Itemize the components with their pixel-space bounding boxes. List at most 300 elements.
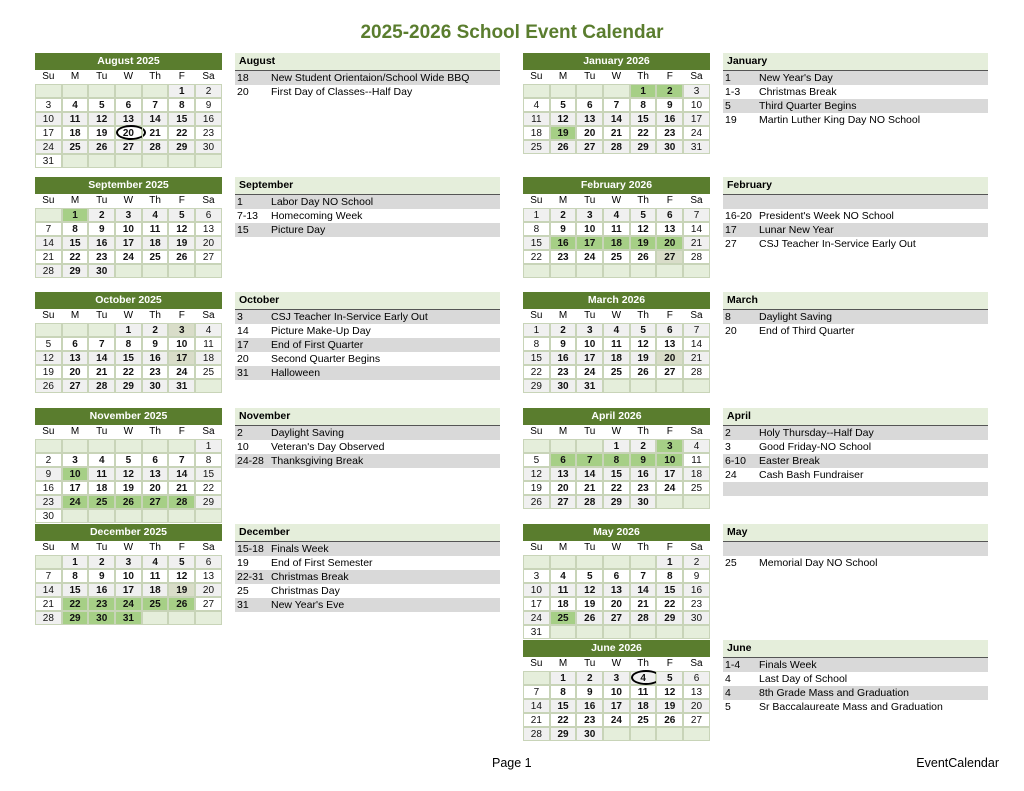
day-cell[interactable]: 22 bbox=[62, 597, 89, 611]
day-cell[interactable]: 3 bbox=[115, 555, 142, 569]
day-cell[interactable]: 9 bbox=[35, 467, 62, 481]
day-cell[interactable]: 12 bbox=[523, 467, 550, 481]
day-cell[interactable]: 20 bbox=[656, 236, 683, 250]
day-cell[interactable]: 1 bbox=[195, 439, 222, 453]
day-cell[interactable]: 4 bbox=[523, 98, 550, 112]
day-cell[interactable]: 25 bbox=[142, 597, 169, 611]
day-cell[interactable]: 17 bbox=[168, 351, 195, 365]
day-cell[interactable]: 24 bbox=[683, 126, 710, 140]
day-cell[interactable]: 8 bbox=[603, 453, 630, 467]
day-cell[interactable]: 5 bbox=[630, 323, 657, 337]
day-cell[interactable]: 14 bbox=[630, 583, 657, 597]
day-cell[interactable]: 6 bbox=[656, 323, 683, 337]
day-cell[interactable]: 17 bbox=[656, 467, 683, 481]
day-cell[interactable]: 6 bbox=[195, 208, 222, 222]
day-cell[interactable]: 30 bbox=[142, 379, 169, 393]
day-cell[interactable]: 5 bbox=[630, 208, 657, 222]
day-cell[interactable]: 25 bbox=[603, 250, 630, 264]
day-cell[interactable]: 1 bbox=[115, 323, 142, 337]
day-cell[interactable]: 9 bbox=[683, 569, 710, 583]
day-cell[interactable]: 5 bbox=[523, 453, 550, 467]
day-cell[interactable]: 29 bbox=[195, 495, 222, 509]
day-cell[interactable]: 24 bbox=[62, 495, 89, 509]
day-cell[interactable]: 18 bbox=[603, 236, 630, 250]
day-cell[interactable]: 16 bbox=[550, 351, 577, 365]
day-cell[interactable]: 12 bbox=[630, 222, 657, 236]
day-cell[interactable]: 4 bbox=[603, 208, 630, 222]
day-cell[interactable]: 11 bbox=[88, 467, 115, 481]
day-cell[interactable]: 19 bbox=[88, 126, 115, 140]
day-cell[interactable]: 10 bbox=[168, 337, 195, 351]
day-cell[interactable]: 7 bbox=[142, 98, 169, 112]
day-cell[interactable]: 31 bbox=[115, 611, 142, 625]
day-cell[interactable]: 22 bbox=[115, 365, 142, 379]
day-cell[interactable]: 20 bbox=[195, 236, 222, 250]
day-cell[interactable]: 7 bbox=[168, 453, 195, 467]
day-cell[interactable]: 2 bbox=[656, 84, 683, 98]
day-cell[interactable]: 12 bbox=[35, 351, 62, 365]
day-cell[interactable]: 16 bbox=[195, 112, 222, 126]
day-cell[interactable]: 27 bbox=[656, 250, 683, 264]
day-cell[interactable]: 14 bbox=[523, 699, 550, 713]
day-cell[interactable]: 17 bbox=[603, 699, 630, 713]
day-cell[interactable]: 21 bbox=[142, 126, 169, 140]
day-cell[interactable]: 22 bbox=[603, 481, 630, 495]
day-cell[interactable]: 20 bbox=[115, 126, 142, 140]
day-cell[interactable]: 26 bbox=[576, 611, 603, 625]
day-cell[interactable]: 22 bbox=[195, 481, 222, 495]
day-cell[interactable]: 2 bbox=[195, 84, 222, 98]
day-cell[interactable]: 6 bbox=[550, 453, 577, 467]
day-cell[interactable]: 20 bbox=[683, 699, 710, 713]
day-cell[interactable]: 6 bbox=[195, 555, 222, 569]
day-cell[interactable]: 29 bbox=[168, 140, 195, 154]
day-cell[interactable]: 12 bbox=[168, 222, 195, 236]
day-cell[interactable]: 26 bbox=[115, 495, 142, 509]
day-cell[interactable]: 4 bbox=[630, 671, 657, 685]
day-cell[interactable]: 2 bbox=[35, 453, 62, 467]
day-cell[interactable]: 8 bbox=[62, 222, 89, 236]
day-cell[interactable]: 7 bbox=[683, 208, 710, 222]
day-cell[interactable]: 31 bbox=[576, 379, 603, 393]
day-cell[interactable]: 28 bbox=[142, 140, 169, 154]
day-cell[interactable]: 12 bbox=[115, 467, 142, 481]
day-cell[interactable]: 6 bbox=[142, 453, 169, 467]
day-cell[interactable]: 10 bbox=[603, 685, 630, 699]
day-cell[interactable]: 1 bbox=[168, 84, 195, 98]
day-cell[interactable]: 22 bbox=[523, 250, 550, 264]
day-cell[interactable]: 11 bbox=[142, 569, 169, 583]
day-cell[interactable]: 17 bbox=[576, 351, 603, 365]
day-cell[interactable]: 21 bbox=[683, 351, 710, 365]
day-cell[interactable]: 28 bbox=[630, 611, 657, 625]
day-cell[interactable]: 17 bbox=[576, 236, 603, 250]
day-cell[interactable]: 23 bbox=[683, 597, 710, 611]
day-cell[interactable]: 22 bbox=[656, 597, 683, 611]
day-cell[interactable]: 25 bbox=[142, 250, 169, 264]
day-cell[interactable]: 13 bbox=[550, 467, 577, 481]
day-cell[interactable]: 14 bbox=[35, 583, 62, 597]
day-cell[interactable]: 9 bbox=[576, 685, 603, 699]
day-cell[interactable]: 30 bbox=[88, 611, 115, 625]
day-cell[interactable]: 21 bbox=[35, 250, 62, 264]
day-cell[interactable]: 5 bbox=[35, 337, 62, 351]
day-cell[interactable]: 9 bbox=[656, 98, 683, 112]
day-cell[interactable]: 22 bbox=[630, 126, 657, 140]
day-cell[interactable]: 4 bbox=[683, 439, 710, 453]
day-cell[interactable]: 26 bbox=[88, 140, 115, 154]
day-cell[interactable]: 2 bbox=[550, 323, 577, 337]
day-cell[interactable]: 10 bbox=[115, 569, 142, 583]
day-cell[interactable]: 14 bbox=[88, 351, 115, 365]
day-cell[interactable]: 28 bbox=[88, 379, 115, 393]
day-cell[interactable]: 25 bbox=[603, 365, 630, 379]
day-cell[interactable]: 21 bbox=[683, 236, 710, 250]
day-cell[interactable]: 2 bbox=[683, 555, 710, 569]
day-cell[interactable]: 10 bbox=[35, 112, 62, 126]
day-cell[interactable]: 27 bbox=[550, 495, 577, 509]
day-cell[interactable]: 1 bbox=[62, 555, 89, 569]
day-cell[interactable]: 25 bbox=[523, 140, 550, 154]
day-cell[interactable]: 14 bbox=[35, 236, 62, 250]
day-cell[interactable]: 11 bbox=[603, 337, 630, 351]
day-cell[interactable]: 1 bbox=[550, 671, 577, 685]
day-cell[interactable]: 29 bbox=[603, 495, 630, 509]
day-cell[interactable]: 9 bbox=[88, 569, 115, 583]
day-cell[interactable]: 5 bbox=[656, 671, 683, 685]
day-cell[interactable]: 3 bbox=[683, 84, 710, 98]
day-cell[interactable]: 12 bbox=[630, 337, 657, 351]
day-cell[interactable]: 30 bbox=[683, 611, 710, 625]
day-cell[interactable]: 21 bbox=[88, 365, 115, 379]
day-cell[interactable]: 20 bbox=[550, 481, 577, 495]
day-cell[interactable]: 14 bbox=[683, 222, 710, 236]
day-cell[interactable]: 19 bbox=[168, 583, 195, 597]
day-cell[interactable]: 3 bbox=[35, 98, 62, 112]
day-cell[interactable]: 31 bbox=[168, 379, 195, 393]
day-cell[interactable]: 29 bbox=[550, 727, 577, 741]
day-cell[interactable]: 8 bbox=[523, 222, 550, 236]
day-cell[interactable]: 15 bbox=[62, 583, 89, 597]
day-cell[interactable]: 18 bbox=[683, 467, 710, 481]
day-cell[interactable]: 13 bbox=[115, 112, 142, 126]
day-cell[interactable]: 18 bbox=[62, 126, 89, 140]
day-cell[interactable]: 13 bbox=[62, 351, 89, 365]
day-cell[interactable]: 21 bbox=[35, 597, 62, 611]
day-cell[interactable]: 9 bbox=[88, 222, 115, 236]
day-cell[interactable]: 15 bbox=[168, 112, 195, 126]
day-cell[interactable]: 16 bbox=[88, 583, 115, 597]
day-cell[interactable]: 13 bbox=[195, 569, 222, 583]
day-cell[interactable]: 8 bbox=[62, 569, 89, 583]
day-cell[interactable]: 16 bbox=[576, 699, 603, 713]
day-cell[interactable]: 5 bbox=[168, 208, 195, 222]
day-cell[interactable]: 6 bbox=[62, 337, 89, 351]
day-cell[interactable]: 22 bbox=[168, 126, 195, 140]
day-cell[interactable]: 25 bbox=[683, 481, 710, 495]
day-cell[interactable]: 9 bbox=[550, 337, 577, 351]
day-cell[interactable]: 15 bbox=[603, 467, 630, 481]
day-cell[interactable]: 10 bbox=[576, 337, 603, 351]
day-cell[interactable]: 18 bbox=[523, 126, 550, 140]
day-cell[interactable]: 27 bbox=[576, 140, 603, 154]
day-cell[interactable]: 20 bbox=[62, 365, 89, 379]
day-cell[interactable]: 23 bbox=[195, 126, 222, 140]
day-cell[interactable]: 3 bbox=[576, 208, 603, 222]
day-cell[interactable]: 9 bbox=[550, 222, 577, 236]
day-cell[interactable]: 7 bbox=[603, 98, 630, 112]
day-cell[interactable]: 15 bbox=[523, 236, 550, 250]
day-cell[interactable]: 26 bbox=[168, 250, 195, 264]
day-cell[interactable]: 28 bbox=[35, 611, 62, 625]
day-cell[interactable]: 16 bbox=[656, 112, 683, 126]
day-cell[interactable]: 8 bbox=[630, 98, 657, 112]
day-cell[interactable]: 13 bbox=[656, 222, 683, 236]
day-cell[interactable]: 26 bbox=[630, 365, 657, 379]
day-cell[interactable]: 15 bbox=[523, 351, 550, 365]
day-cell[interactable]: 4 bbox=[195, 323, 222, 337]
day-cell[interactable]: 31 bbox=[523, 625, 550, 639]
day-cell[interactable]: 18 bbox=[550, 597, 577, 611]
day-cell[interactable]: 18 bbox=[195, 351, 222, 365]
day-cell[interactable]: 20 bbox=[576, 126, 603, 140]
day-cell[interactable]: 18 bbox=[88, 481, 115, 495]
day-cell[interactable]: 15 bbox=[550, 699, 577, 713]
day-cell[interactable]: 27 bbox=[656, 365, 683, 379]
day-cell[interactable]: 7 bbox=[35, 569, 62, 583]
day-cell[interactable]: 23 bbox=[630, 481, 657, 495]
day-cell[interactable]: 19 bbox=[630, 236, 657, 250]
day-cell[interactable]: 13 bbox=[683, 685, 710, 699]
day-cell[interactable]: 19 bbox=[656, 699, 683, 713]
day-cell[interactable]: 17 bbox=[683, 112, 710, 126]
day-cell[interactable]: 23 bbox=[142, 365, 169, 379]
day-cell[interactable]: 21 bbox=[630, 597, 657, 611]
day-cell[interactable]: 24 bbox=[523, 611, 550, 625]
day-cell[interactable]: 22 bbox=[550, 713, 577, 727]
day-cell[interactable]: 24 bbox=[656, 481, 683, 495]
day-cell[interactable]: 31 bbox=[683, 140, 710, 154]
day-cell[interactable]: 23 bbox=[88, 250, 115, 264]
day-cell[interactable]: 30 bbox=[88, 264, 115, 278]
day-cell[interactable]: 25 bbox=[550, 611, 577, 625]
day-cell[interactable]: 26 bbox=[656, 713, 683, 727]
day-cell[interactable]: 3 bbox=[115, 208, 142, 222]
day-cell[interactable]: 2 bbox=[576, 671, 603, 685]
day-cell[interactable]: 18 bbox=[142, 583, 169, 597]
day-cell[interactable]: 2 bbox=[142, 323, 169, 337]
day-cell[interactable]: 28 bbox=[168, 495, 195, 509]
day-cell[interactable]: 19 bbox=[168, 236, 195, 250]
day-cell[interactable]: 4 bbox=[550, 569, 577, 583]
day-cell[interactable]: 24 bbox=[576, 365, 603, 379]
day-cell[interactable]: 26 bbox=[523, 495, 550, 509]
day-cell[interactable]: 1 bbox=[603, 439, 630, 453]
day-cell[interactable]: 17 bbox=[35, 126, 62, 140]
day-cell[interactable]: 6 bbox=[576, 98, 603, 112]
day-cell[interactable]: 4 bbox=[88, 453, 115, 467]
day-cell[interactable]: 4 bbox=[62, 98, 89, 112]
day-cell[interactable]: 3 bbox=[523, 569, 550, 583]
day-cell[interactable]: 13 bbox=[603, 583, 630, 597]
day-cell[interactable]: 5 bbox=[115, 453, 142, 467]
day-cell[interactable]: 11 bbox=[603, 222, 630, 236]
day-cell[interactable]: 14 bbox=[142, 112, 169, 126]
day-cell[interactable]: 7 bbox=[630, 569, 657, 583]
day-cell[interactable]: 7 bbox=[683, 323, 710, 337]
day-cell[interactable]: 5 bbox=[168, 555, 195, 569]
day-cell[interactable]: 30 bbox=[35, 509, 62, 523]
day-cell[interactable]: 3 bbox=[603, 671, 630, 685]
day-cell[interactable]: 26 bbox=[35, 379, 62, 393]
day-cell[interactable]: 27 bbox=[195, 250, 222, 264]
day-cell[interactable]: 8 bbox=[115, 337, 142, 351]
day-cell[interactable]: 10 bbox=[115, 222, 142, 236]
day-cell[interactable]: 3 bbox=[168, 323, 195, 337]
day-cell[interactable]: 8 bbox=[550, 685, 577, 699]
day-cell[interactable]: 23 bbox=[656, 126, 683, 140]
day-cell[interactable]: 9 bbox=[142, 337, 169, 351]
day-cell[interactable]: 25 bbox=[62, 140, 89, 154]
day-cell[interactable]: 21 bbox=[576, 481, 603, 495]
day-cell[interactable]: 20 bbox=[656, 351, 683, 365]
day-cell[interactable]: 1 bbox=[523, 323, 550, 337]
day-cell[interactable]: 4 bbox=[142, 555, 169, 569]
day-cell[interactable]: 28 bbox=[523, 727, 550, 741]
day-cell[interactable]: 18 bbox=[142, 236, 169, 250]
day-cell[interactable]: 19 bbox=[576, 597, 603, 611]
day-cell[interactable]: 13 bbox=[576, 112, 603, 126]
day-cell[interactable]: 10 bbox=[683, 98, 710, 112]
day-cell[interactable]: 30 bbox=[195, 140, 222, 154]
day-cell[interactable]: 3 bbox=[62, 453, 89, 467]
day-cell[interactable]: 29 bbox=[62, 264, 89, 278]
day-cell[interactable]: 18 bbox=[630, 699, 657, 713]
day-cell[interactable]: 26 bbox=[168, 597, 195, 611]
day-cell[interactable]: 21 bbox=[168, 481, 195, 495]
day-cell[interactable]: 27 bbox=[62, 379, 89, 393]
day-cell[interactable]: 15 bbox=[62, 236, 89, 250]
day-cell[interactable]: 17 bbox=[62, 481, 89, 495]
day-cell[interactable]: 7 bbox=[35, 222, 62, 236]
day-cell[interactable]: 25 bbox=[88, 495, 115, 509]
day-cell[interactable]: 6 bbox=[115, 98, 142, 112]
day-cell[interactable]: 23 bbox=[576, 713, 603, 727]
day-cell[interactable]: 6 bbox=[603, 569, 630, 583]
day-cell[interactable]: 12 bbox=[576, 583, 603, 597]
day-cell[interactable]: 26 bbox=[630, 250, 657, 264]
day-cell[interactable]: 16 bbox=[142, 351, 169, 365]
day-cell[interactable]: 11 bbox=[683, 453, 710, 467]
day-cell[interactable]: 13 bbox=[195, 222, 222, 236]
day-cell[interactable]: 14 bbox=[168, 467, 195, 481]
day-cell[interactable]: 13 bbox=[142, 467, 169, 481]
day-cell[interactable]: 16 bbox=[550, 236, 577, 250]
day-cell[interactable]: 24 bbox=[576, 250, 603, 264]
day-cell[interactable]: 24 bbox=[35, 140, 62, 154]
day-cell[interactable]: 14 bbox=[603, 112, 630, 126]
day-cell[interactable]: 16 bbox=[630, 467, 657, 481]
day-cell[interactable]: 15 bbox=[115, 351, 142, 365]
day-cell[interactable]: 16 bbox=[683, 583, 710, 597]
day-cell[interactable]: 15 bbox=[195, 467, 222, 481]
day-cell[interactable]: 10 bbox=[523, 583, 550, 597]
day-cell[interactable]: 5 bbox=[576, 569, 603, 583]
day-cell[interactable]: 22 bbox=[62, 250, 89, 264]
day-cell[interactable]: 4 bbox=[603, 323, 630, 337]
day-cell[interactable]: 28 bbox=[35, 264, 62, 278]
day-cell[interactable]: 2 bbox=[550, 208, 577, 222]
day-cell[interactable]: 8 bbox=[656, 569, 683, 583]
day-cell[interactable]: 7 bbox=[576, 453, 603, 467]
day-cell[interactable]: 25 bbox=[195, 365, 222, 379]
day-cell[interactable]: 20 bbox=[142, 481, 169, 495]
day-cell[interactable]: 19 bbox=[523, 481, 550, 495]
day-cell[interactable]: 8 bbox=[195, 453, 222, 467]
day-cell[interactable]: 30 bbox=[550, 379, 577, 393]
day-cell[interactable]: 11 bbox=[62, 112, 89, 126]
day-cell[interactable]: 30 bbox=[656, 140, 683, 154]
day-cell[interactable]: 10 bbox=[656, 453, 683, 467]
day-cell[interactable]: 27 bbox=[115, 140, 142, 154]
day-cell[interactable]: 28 bbox=[683, 250, 710, 264]
day-cell[interactable]: 17 bbox=[523, 597, 550, 611]
day-cell[interactable]: 12 bbox=[656, 685, 683, 699]
day-cell[interactable]: 5 bbox=[550, 98, 577, 112]
day-cell[interactable]: 11 bbox=[630, 685, 657, 699]
day-cell[interactable]: 15 bbox=[630, 112, 657, 126]
day-cell[interactable]: 24 bbox=[115, 597, 142, 611]
day-cell[interactable]: 19 bbox=[550, 126, 577, 140]
day-cell[interactable]: 10 bbox=[576, 222, 603, 236]
day-cell[interactable]: 28 bbox=[576, 495, 603, 509]
day-cell[interactable]: 8 bbox=[168, 98, 195, 112]
day-cell[interactable]: 11 bbox=[195, 337, 222, 351]
day-cell[interactable]: 9 bbox=[630, 453, 657, 467]
day-cell[interactable]: 5 bbox=[88, 98, 115, 112]
day-cell[interactable]: 1 bbox=[523, 208, 550, 222]
day-cell[interactable]: 1 bbox=[630, 84, 657, 98]
day-cell[interactable]: 27 bbox=[142, 495, 169, 509]
day-cell[interactable]: 12 bbox=[168, 569, 195, 583]
day-cell[interactable]: 8 bbox=[523, 337, 550, 351]
day-cell[interactable]: 29 bbox=[62, 611, 89, 625]
day-cell[interactable]: 20 bbox=[603, 597, 630, 611]
day-cell[interactable]: 26 bbox=[550, 140, 577, 154]
day-cell[interactable]: 30 bbox=[576, 727, 603, 741]
day-cell[interactable]: 16 bbox=[88, 236, 115, 250]
day-cell[interactable]: 23 bbox=[88, 597, 115, 611]
day-cell[interactable]: 18 bbox=[603, 351, 630, 365]
day-cell[interactable]: 31 bbox=[35, 154, 62, 168]
day-cell[interactable]: 1 bbox=[62, 208, 89, 222]
day-cell[interactable]: 23 bbox=[550, 250, 577, 264]
day-cell[interactable]: 1 bbox=[656, 555, 683, 569]
day-cell[interactable]: 6 bbox=[656, 208, 683, 222]
day-cell[interactable]: 27 bbox=[603, 611, 630, 625]
day-cell[interactable]: 30 bbox=[630, 495, 657, 509]
day-cell[interactable]: 4 bbox=[142, 208, 169, 222]
day-cell[interactable]: 29 bbox=[630, 140, 657, 154]
day-cell[interactable]: 9 bbox=[195, 98, 222, 112]
day-cell[interactable]: 21 bbox=[523, 713, 550, 727]
day-cell[interactable]: 29 bbox=[656, 611, 683, 625]
day-cell[interactable]: 28 bbox=[683, 365, 710, 379]
day-cell[interactable]: 10 bbox=[62, 467, 89, 481]
day-cell[interactable]: 11 bbox=[142, 222, 169, 236]
day-cell[interactable]: 22 bbox=[523, 365, 550, 379]
day-cell[interactable]: 27 bbox=[195, 597, 222, 611]
